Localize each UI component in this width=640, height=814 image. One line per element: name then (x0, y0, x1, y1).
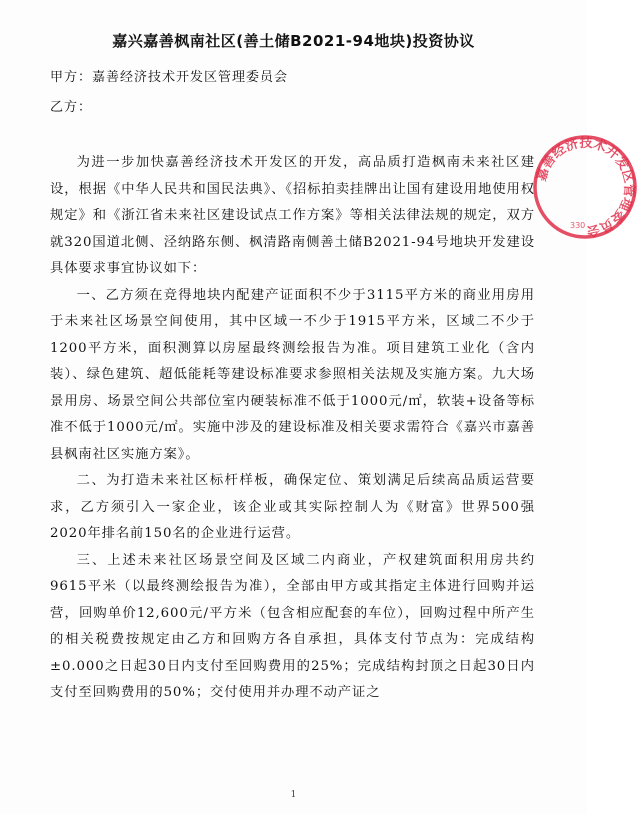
page-number: 1 (290, 790, 297, 800)
paragraph-clause-3: 三、上述未来社区场景空间及区域二内商业，产权建筑面积用房共约9615平米（以最终测绘报告为准），全部由甲方或其指定主体进行回购并运营，回购单价12,600元/平方米（包含相应配套的车位），回购过程中所产生的相关税费按规定由乙方和回购方各自承担，具体支付节点为：完成结构±0.000之日起30日内支付至回购费用的25%；完成结构封顶之日起30日内支付至回购费用的50%；交付使用并办理不动产证之 (50, 552, 535, 700)
paragraph-clause-2: 二、为打造未来社区标杆样板，确保定位、策划满足后续高品质运营要求，乙方须引入一家企业，该企业或其实际控制人为《财富》世界500强2020年排名前150名的企业进行运营。 (50, 473, 535, 541)
paragraph-intro: 为进一步加快嘉善经济技术开发区的开发，高品质打造枫南未来社区建设，根据《中华人民共和国民法典》、《招标拍卖挂牌出让国有建设用地使用权规定》和《浙江省未来社区建设试点工作方案》等相关法律法规的规定，双方就320国道北侧、泾纳路东侧、枫清路南侧善土储B2021-94号地块开发建设具体要求事宜协议如下： (50, 155, 535, 276)
svg-text:嘉善经济技术开发区管理委员会: 嘉善经济技术开发区管理委员会 (534, 135, 637, 239)
party-b-line: 乙方： (50, 100, 93, 115)
official-seal-stamp (530, 132, 640, 242)
party-a-line: 甲方：嘉善经济技术开发区管理委员会 (50, 70, 289, 85)
document-title: 嘉兴嘉善枫南社区(善土储B2021-94地块)投资协议 (112, 32, 475, 50)
paragraph-clause-1: 一、乙方须在竞得地块内配建产证面积不少于3115平方米的商业用房用于未来社区场景空间使用，其中区域一不少于1915平方米，区域二不少于1200平方米，面积测算以房屋最终测绘报告为准。项目建筑工业化（含内装）、绿色建筑、超低能耗等建设标准要求参照相关法规及实施方案。九大场景用房、场景空间公共部位室内硬装标准不低于1000元/㎡，软装+设备等标准不低于1000元/㎡。实施中涉及的建设标准及相关要求需符合《嘉兴市嘉善县枫南社区实施方案》。 (50, 287, 535, 462)
svg-text:330: 330 (570, 221, 586, 230)
agreement-body (50, 150, 535, 707)
